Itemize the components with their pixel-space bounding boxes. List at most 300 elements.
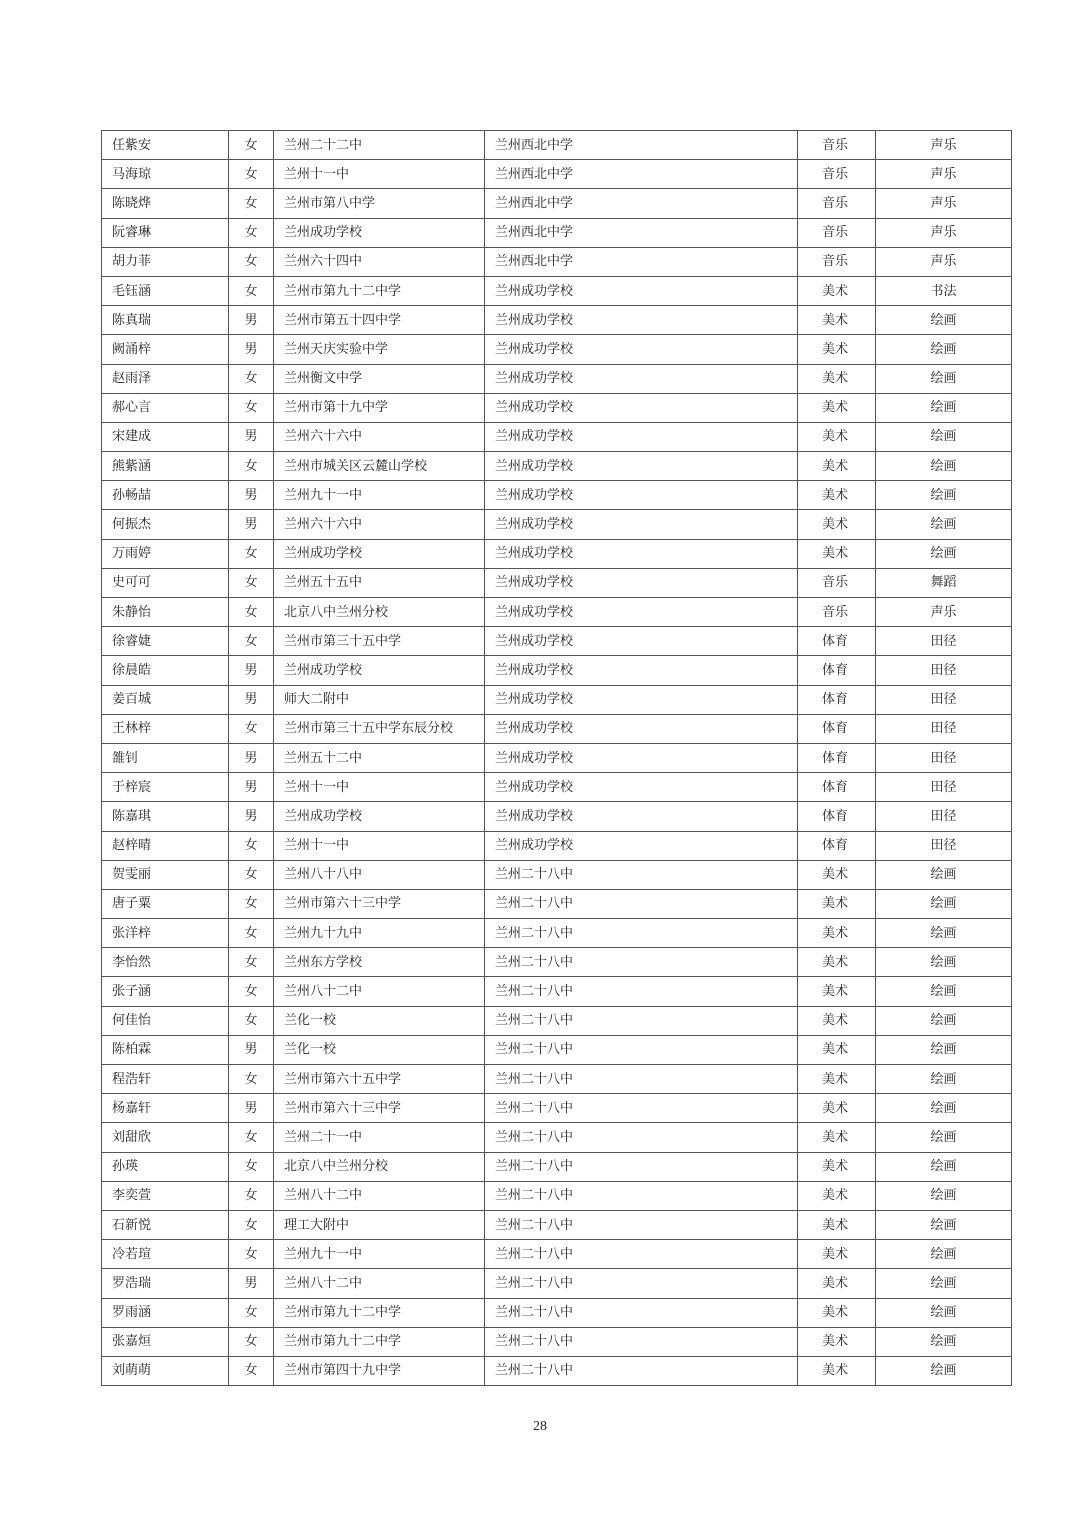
name-cell: 罗浩瑞 bbox=[102, 1269, 229, 1298]
target-school-cell: 兰州成功学校 bbox=[485, 831, 798, 860]
table-row bbox=[102, 714, 1012, 743]
table-row bbox=[102, 1240, 1012, 1269]
name-cell: 阙涌梓 bbox=[102, 335, 229, 364]
table-row bbox=[102, 218, 1012, 247]
specialty-cell: 田径 bbox=[876, 714, 1012, 743]
specialty-cell: 书法 bbox=[876, 276, 1012, 305]
name-cell: 李怡然 bbox=[102, 948, 229, 977]
gender-cell: 女 bbox=[229, 1006, 274, 1035]
gender-cell: 女 bbox=[229, 218, 274, 247]
specialty-cell: 田径 bbox=[876, 685, 1012, 714]
specialty-cell: 声乐 bbox=[876, 218, 1012, 247]
specialty-cell: 绘画 bbox=[876, 1035, 1012, 1064]
gender-cell: 男 bbox=[229, 685, 274, 714]
category-cell: 音乐 bbox=[798, 218, 876, 247]
target-school-cell: 兰州成功学校 bbox=[485, 568, 798, 597]
target-school-cell: 兰州成功学校 bbox=[485, 306, 798, 335]
name-cell: 阮睿琳 bbox=[102, 218, 229, 247]
category-cell: 美术 bbox=[798, 335, 876, 364]
category-cell: 美术 bbox=[798, 1035, 876, 1064]
target-school-cell: 兰州成功学校 bbox=[485, 685, 798, 714]
name-cell: 李奕萱 bbox=[102, 1181, 229, 1210]
specialty-cell: 田径 bbox=[876, 831, 1012, 860]
table-row bbox=[102, 831, 1012, 860]
category-cell: 美术 bbox=[798, 1269, 876, 1298]
gender-cell: 女 bbox=[229, 977, 274, 1006]
name-cell: 刘萌萌 bbox=[102, 1356, 229, 1385]
specialty-cell: 绘画 bbox=[876, 422, 1012, 451]
table-row bbox=[102, 685, 1012, 714]
table-row bbox=[102, 1181, 1012, 1210]
target-school-cell: 兰州西北中学 bbox=[485, 247, 798, 276]
specialty-cell: 绘画 bbox=[876, 510, 1012, 539]
gender-cell: 女 bbox=[229, 889, 274, 918]
specialty-cell: 绘画 bbox=[876, 1181, 1012, 1210]
specialty-cell: 绘画 bbox=[876, 1123, 1012, 1152]
name-cell: 张洋梓 bbox=[102, 919, 229, 948]
gender-cell: 女 bbox=[229, 189, 274, 218]
origin-school-cell: 兰州市第六十三中学 bbox=[274, 1094, 485, 1123]
target-school-cell: 兰州成功学校 bbox=[485, 539, 798, 568]
target-school-cell: 兰州二十八中 bbox=[485, 1094, 798, 1123]
category-cell: 音乐 bbox=[798, 160, 876, 189]
gender-cell: 男 bbox=[229, 743, 274, 772]
name-cell: 程浩轩 bbox=[102, 1065, 229, 1094]
specialty-cell: 绘画 bbox=[876, 1298, 1012, 1327]
table-row bbox=[102, 247, 1012, 276]
name-cell: 于梓宸 bbox=[102, 773, 229, 802]
target-school-cell: 兰州西北中学 bbox=[485, 160, 798, 189]
specialty-cell: 绘画 bbox=[876, 364, 1012, 393]
name-cell: 罗雨涵 bbox=[102, 1298, 229, 1327]
table-row bbox=[102, 977, 1012, 1006]
category-cell: 美术 bbox=[798, 1152, 876, 1181]
table-row bbox=[102, 1327, 1012, 1356]
name-cell: 石新悦 bbox=[102, 1210, 229, 1239]
table-row bbox=[102, 1356, 1012, 1385]
table-row bbox=[102, 364, 1012, 393]
gender-cell: 女 bbox=[229, 1123, 274, 1152]
origin-school-cell: 兰州市第十九中学 bbox=[274, 393, 485, 422]
target-school-cell: 兰州二十八中 bbox=[485, 1006, 798, 1035]
category-cell: 美术 bbox=[798, 306, 876, 335]
name-cell: 贺雯丽 bbox=[102, 860, 229, 889]
specialty-cell: 绘画 bbox=[876, 1240, 1012, 1269]
specialty-cell: 绘画 bbox=[876, 1210, 1012, 1239]
gender-cell: 男 bbox=[229, 422, 274, 451]
name-cell: 赵梓晴 bbox=[102, 831, 229, 860]
category-cell: 美术 bbox=[798, 539, 876, 568]
target-school-cell: 兰州西北中学 bbox=[485, 218, 798, 247]
name-cell: 陈嘉琪 bbox=[102, 802, 229, 831]
category-cell: 美术 bbox=[798, 481, 876, 510]
gender-cell: 女 bbox=[229, 714, 274, 743]
category-cell: 体育 bbox=[798, 773, 876, 802]
specialty-cell: 绘画 bbox=[876, 1094, 1012, 1123]
specialty-cell: 绘画 bbox=[876, 539, 1012, 568]
specialty-cell: 绘画 bbox=[876, 335, 1012, 364]
origin-school-cell: 师大二附中 bbox=[274, 685, 485, 714]
specialty-cell: 声乐 bbox=[876, 598, 1012, 627]
gender-cell: 男 bbox=[229, 306, 274, 335]
table-row bbox=[102, 189, 1012, 218]
gender-cell: 女 bbox=[229, 860, 274, 889]
gender-cell: 男 bbox=[229, 656, 274, 685]
name-cell: 毛钰涵 bbox=[102, 276, 229, 305]
specialty-cell: 绘画 bbox=[876, 393, 1012, 422]
gender-cell: 女 bbox=[229, 131, 274, 160]
origin-school-cell: 兰州市第六十五中学 bbox=[274, 1065, 485, 1094]
name-cell: 雒钊 bbox=[102, 743, 229, 772]
origin-school-cell: 兰州五十五中 bbox=[274, 568, 485, 597]
origin-school-cell: 兰州八十八中 bbox=[274, 860, 485, 889]
target-school-cell: 兰州成功学校 bbox=[485, 276, 798, 305]
specialty-cell: 绘画 bbox=[876, 1065, 1012, 1094]
table-row bbox=[102, 422, 1012, 451]
name-cell: 陈真瑞 bbox=[102, 306, 229, 335]
category-cell: 体育 bbox=[798, 714, 876, 743]
table-row bbox=[102, 1269, 1012, 1298]
specialty-cell: 田径 bbox=[876, 773, 1012, 802]
target-school-cell: 兰州成功学校 bbox=[485, 802, 798, 831]
origin-school-cell: 北京八中兰州分校 bbox=[274, 1152, 485, 1181]
category-cell: 美术 bbox=[798, 1065, 876, 1094]
target-school-cell: 兰州二十八中 bbox=[485, 1152, 798, 1181]
specialty-cell: 舞蹈 bbox=[876, 568, 1012, 597]
name-cell: 朱静怡 bbox=[102, 598, 229, 627]
name-cell: 赵雨泽 bbox=[102, 364, 229, 393]
specialty-cell: 绘画 bbox=[876, 1327, 1012, 1356]
gender-cell: 女 bbox=[229, 948, 274, 977]
name-cell: 何振杰 bbox=[102, 510, 229, 539]
origin-school-cell: 兰州成功学校 bbox=[274, 218, 485, 247]
gender-cell: 女 bbox=[229, 247, 274, 276]
category-cell: 美术 bbox=[798, 889, 876, 918]
name-cell: 徐晨皓 bbox=[102, 656, 229, 685]
target-school-cell: 兰州成功学校 bbox=[485, 598, 798, 627]
category-cell: 美术 bbox=[798, 1123, 876, 1152]
category-cell: 美术 bbox=[798, 1006, 876, 1035]
table-row bbox=[102, 1298, 1012, 1327]
name-cell: 宋建成 bbox=[102, 422, 229, 451]
target-school-cell: 兰州二十八中 bbox=[485, 889, 798, 918]
specialty-cell: 绘画 bbox=[876, 306, 1012, 335]
page-number: 28 bbox=[533, 1419, 547, 1434]
table-row bbox=[102, 452, 1012, 481]
category-cell: 体育 bbox=[798, 627, 876, 656]
category-cell: 美术 bbox=[798, 1094, 876, 1123]
specialty-cell: 绘画 bbox=[876, 889, 1012, 918]
name-cell: 王林梓 bbox=[102, 714, 229, 743]
origin-school-cell: 兰化一校 bbox=[274, 1035, 485, 1064]
target-school-cell: 兰州二十八中 bbox=[485, 1298, 798, 1327]
specialty-cell: 田径 bbox=[876, 802, 1012, 831]
gender-cell: 男 bbox=[229, 481, 274, 510]
gender-cell: 女 bbox=[229, 1240, 274, 1269]
target-school-cell: 兰州二十八中 bbox=[485, 1123, 798, 1152]
target-school-cell: 兰州成功学校 bbox=[485, 422, 798, 451]
table-row bbox=[102, 131, 1012, 160]
origin-school-cell: 兰州八十二中 bbox=[274, 977, 485, 1006]
gender-cell: 男 bbox=[229, 1035, 274, 1064]
target-school-cell: 兰州西北中学 bbox=[485, 131, 798, 160]
target-school-cell: 兰州二十八中 bbox=[485, 1269, 798, 1298]
target-school-cell: 兰州二十八中 bbox=[485, 948, 798, 977]
origin-school-cell: 兰州九十九中 bbox=[274, 919, 485, 948]
target-school-cell: 兰州二十八中 bbox=[485, 977, 798, 1006]
name-cell: 陈晓烨 bbox=[102, 189, 229, 218]
origin-school-cell: 兰州市第九十二中学 bbox=[274, 1298, 485, 1327]
table-row bbox=[102, 1152, 1012, 1181]
target-school-cell: 兰州二十八中 bbox=[485, 919, 798, 948]
target-school-cell: 兰州成功学校 bbox=[485, 743, 798, 772]
origin-school-cell: 兰州衡文中学 bbox=[274, 364, 485, 393]
origin-school-cell: 兰州六十四中 bbox=[274, 247, 485, 276]
table-row bbox=[102, 802, 1012, 831]
origin-school-cell: 兰州八十二中 bbox=[274, 1181, 485, 1210]
gender-cell: 女 bbox=[229, 1152, 274, 1181]
name-cell: 张嘉烜 bbox=[102, 1327, 229, 1356]
name-cell: 杨嘉轩 bbox=[102, 1094, 229, 1123]
origin-school-cell: 兰州成功学校 bbox=[274, 802, 485, 831]
table-row bbox=[102, 598, 1012, 627]
origin-school-cell: 兰州市第三十五中学东辰分校 bbox=[274, 714, 485, 743]
origin-school-cell: 兰州成功学校 bbox=[274, 656, 485, 685]
table-row bbox=[102, 510, 1012, 539]
category-cell: 美术 bbox=[798, 948, 876, 977]
gender-cell: 女 bbox=[229, 1181, 274, 1210]
table-row bbox=[102, 948, 1012, 977]
origin-school-cell: 兰州二十二中 bbox=[274, 131, 485, 160]
specialty-cell: 绘画 bbox=[876, 919, 1012, 948]
category-cell: 体育 bbox=[798, 831, 876, 860]
gender-cell: 女 bbox=[229, 919, 274, 948]
category-cell: 美术 bbox=[798, 1210, 876, 1239]
target-school-cell: 兰州成功学校 bbox=[485, 656, 798, 685]
target-school-cell: 兰州二十八中 bbox=[485, 1240, 798, 1269]
specialty-cell: 声乐 bbox=[876, 247, 1012, 276]
table-row bbox=[102, 276, 1012, 305]
gender-cell: 女 bbox=[229, 831, 274, 860]
table-row bbox=[102, 743, 1012, 772]
target-school-cell: 兰州二十八中 bbox=[485, 860, 798, 889]
category-cell: 美术 bbox=[798, 860, 876, 889]
category-cell: 美术 bbox=[798, 393, 876, 422]
gender-cell: 男 bbox=[229, 802, 274, 831]
target-school-cell: 兰州二十八中 bbox=[485, 1065, 798, 1094]
origin-school-cell: 兰州六十六中 bbox=[274, 422, 485, 451]
name-cell: 陈柏霖 bbox=[102, 1035, 229, 1064]
specialty-cell: 绘画 bbox=[876, 1269, 1012, 1298]
specialty-cell: 绘画 bbox=[876, 948, 1012, 977]
name-cell: 孙瑛 bbox=[102, 1152, 229, 1181]
category-cell: 音乐 bbox=[798, 189, 876, 218]
origin-school-cell: 兰州六十六中 bbox=[274, 510, 485, 539]
target-school-cell: 兰州成功学校 bbox=[485, 452, 798, 481]
origin-school-cell: 兰州市第三十五中学 bbox=[274, 627, 485, 656]
specialty-cell: 绘画 bbox=[876, 481, 1012, 510]
table-row bbox=[102, 539, 1012, 568]
table-row bbox=[102, 1006, 1012, 1035]
table-row bbox=[102, 889, 1012, 918]
category-cell: 美术 bbox=[798, 1240, 876, 1269]
target-school-cell: 兰州成功学校 bbox=[485, 481, 798, 510]
table-row bbox=[102, 627, 1012, 656]
specialty-cell: 绘画 bbox=[876, 1356, 1012, 1385]
table-row bbox=[102, 393, 1012, 422]
category-cell: 美术 bbox=[798, 276, 876, 305]
target-school-cell: 兰州成功学校 bbox=[485, 627, 798, 656]
name-cell: 何佳怡 bbox=[102, 1006, 229, 1035]
name-cell: 姜百城 bbox=[102, 685, 229, 714]
name-cell: 唐子粟 bbox=[102, 889, 229, 918]
name-cell: 任紫安 bbox=[102, 131, 229, 160]
target-school-cell: 兰州成功学校 bbox=[485, 335, 798, 364]
table-body bbox=[102, 131, 1012, 1386]
name-cell: 冷若瑄 bbox=[102, 1240, 229, 1269]
name-cell: 徐睿婕 bbox=[102, 627, 229, 656]
origin-school-cell: 兰化一校 bbox=[274, 1006, 485, 1035]
origin-school-cell: 兰州九十一中 bbox=[274, 1240, 485, 1269]
category-cell: 音乐 bbox=[798, 247, 876, 276]
specialty-cell: 绘画 bbox=[876, 1006, 1012, 1035]
target-school-cell: 兰州二十八中 bbox=[485, 1327, 798, 1356]
specialty-cell: 绘画 bbox=[876, 860, 1012, 889]
origin-school-cell: 兰州十一中 bbox=[274, 831, 485, 860]
table-row bbox=[102, 1035, 1012, 1064]
student-table bbox=[101, 130, 1012, 1386]
origin-school-cell: 兰州九十一中 bbox=[274, 481, 485, 510]
gender-cell: 女 bbox=[229, 1210, 274, 1239]
table-row bbox=[102, 335, 1012, 364]
specialty-cell: 声乐 bbox=[876, 160, 1012, 189]
name-cell: 熊紫涵 bbox=[102, 452, 229, 481]
name-cell: 孙畅喆 bbox=[102, 481, 229, 510]
category-cell: 美术 bbox=[798, 452, 876, 481]
table-row bbox=[102, 568, 1012, 597]
target-school-cell: 兰州成功学校 bbox=[485, 510, 798, 539]
table-row bbox=[102, 919, 1012, 948]
category-cell: 美术 bbox=[798, 1327, 876, 1356]
origin-school-cell: 北京八中兰州分校 bbox=[274, 598, 485, 627]
gender-cell: 女 bbox=[229, 276, 274, 305]
name-cell: 郝心言 bbox=[102, 393, 229, 422]
category-cell: 美术 bbox=[798, 510, 876, 539]
category-cell: 美术 bbox=[798, 977, 876, 1006]
gender-cell: 女 bbox=[229, 1327, 274, 1356]
origin-school-cell: 兰州天庆实验中学 bbox=[274, 335, 485, 364]
category-cell: 音乐 bbox=[798, 568, 876, 597]
origin-school-cell: 兰州市第九十二中学 bbox=[274, 1327, 485, 1356]
name-cell: 史可可 bbox=[102, 568, 229, 597]
specialty-cell: 绘画 bbox=[876, 1152, 1012, 1181]
target-school-cell: 兰州成功学校 bbox=[485, 393, 798, 422]
gender-cell: 女 bbox=[229, 1298, 274, 1327]
origin-school-cell: 兰州成功学校 bbox=[274, 539, 485, 568]
gender-cell: 女 bbox=[229, 393, 274, 422]
gender-cell: 男 bbox=[229, 335, 274, 364]
origin-school-cell: 兰州东方学校 bbox=[274, 948, 485, 977]
category-cell: 体育 bbox=[798, 656, 876, 685]
category-cell: 美术 bbox=[798, 364, 876, 393]
category-cell: 美术 bbox=[798, 1356, 876, 1385]
origin-school-cell: 兰州市第八中学 bbox=[274, 189, 485, 218]
gender-cell: 男 bbox=[229, 510, 274, 539]
name-cell: 张子涵 bbox=[102, 977, 229, 1006]
gender-cell: 男 bbox=[229, 1269, 274, 1298]
gender-cell: 男 bbox=[229, 1094, 274, 1123]
table-row bbox=[102, 656, 1012, 685]
target-school-cell: 兰州二十八中 bbox=[485, 1035, 798, 1064]
category-cell: 音乐 bbox=[798, 131, 876, 160]
table-row bbox=[102, 1065, 1012, 1094]
table-row bbox=[102, 481, 1012, 510]
origin-school-cell: 兰州市城关区云麓山学校 bbox=[274, 452, 485, 481]
name-cell: 万雨婷 bbox=[102, 539, 229, 568]
origin-school-cell: 兰州十一中 bbox=[274, 773, 485, 802]
specialty-cell: 田径 bbox=[876, 627, 1012, 656]
origin-school-cell: 兰州市第六十三中学 bbox=[274, 889, 485, 918]
specialty-cell: 绘画 bbox=[876, 977, 1012, 1006]
category-cell: 体育 bbox=[798, 802, 876, 831]
gender-cell: 女 bbox=[229, 539, 274, 568]
category-cell: 美术 bbox=[798, 422, 876, 451]
origin-school-cell: 兰州八十二中 bbox=[274, 1269, 485, 1298]
name-cell: 刘甜欣 bbox=[102, 1123, 229, 1152]
table-row bbox=[102, 1123, 1012, 1152]
category-cell: 美术 bbox=[798, 1298, 876, 1327]
category-cell: 体育 bbox=[798, 743, 876, 772]
table-row bbox=[102, 1094, 1012, 1123]
gender-cell: 女 bbox=[229, 1065, 274, 1094]
target-school-cell: 兰州成功学校 bbox=[485, 364, 798, 393]
target-school-cell: 兰州二十八中 bbox=[485, 1181, 798, 1210]
category-cell: 音乐 bbox=[798, 598, 876, 627]
specialty-cell: 田径 bbox=[876, 656, 1012, 685]
target-school-cell: 兰州成功学校 bbox=[485, 773, 798, 802]
specialty-cell: 声乐 bbox=[876, 131, 1012, 160]
gender-cell: 女 bbox=[229, 568, 274, 597]
origin-school-cell: 兰州五十二中 bbox=[274, 743, 485, 772]
table-row bbox=[102, 773, 1012, 802]
target-school-cell: 兰州成功学校 bbox=[485, 714, 798, 743]
target-school-cell: 兰州二十八中 bbox=[485, 1210, 798, 1239]
table-row bbox=[102, 860, 1012, 889]
gender-cell: 女 bbox=[229, 1356, 274, 1385]
name-cell: 胡力菲 bbox=[102, 247, 229, 276]
table-row bbox=[102, 306, 1012, 335]
origin-school-cell: 兰州市第九十二中学 bbox=[274, 276, 485, 305]
category-cell: 体育 bbox=[798, 685, 876, 714]
specialty-cell: 田径 bbox=[876, 743, 1012, 772]
gender-cell: 女 bbox=[229, 627, 274, 656]
category-cell: 美术 bbox=[798, 1181, 876, 1210]
origin-school-cell: 兰州十一中 bbox=[274, 160, 485, 189]
origin-school-cell: 兰州市第五十四中学 bbox=[274, 306, 485, 335]
target-school-cell: 兰州二十八中 bbox=[485, 1356, 798, 1385]
gender-cell: 女 bbox=[229, 598, 274, 627]
gender-cell: 女 bbox=[229, 364, 274, 393]
specialty-cell: 声乐 bbox=[876, 189, 1012, 218]
category-cell: 美术 bbox=[798, 919, 876, 948]
gender-cell: 男 bbox=[229, 773, 274, 802]
origin-school-cell: 兰州市第四十九中学 bbox=[274, 1356, 485, 1385]
gender-cell: 女 bbox=[229, 160, 274, 189]
name-cell: 马海琼 bbox=[102, 160, 229, 189]
table-row bbox=[102, 160, 1012, 189]
table-row bbox=[102, 1210, 1012, 1239]
gender-cell: 女 bbox=[229, 452, 274, 481]
